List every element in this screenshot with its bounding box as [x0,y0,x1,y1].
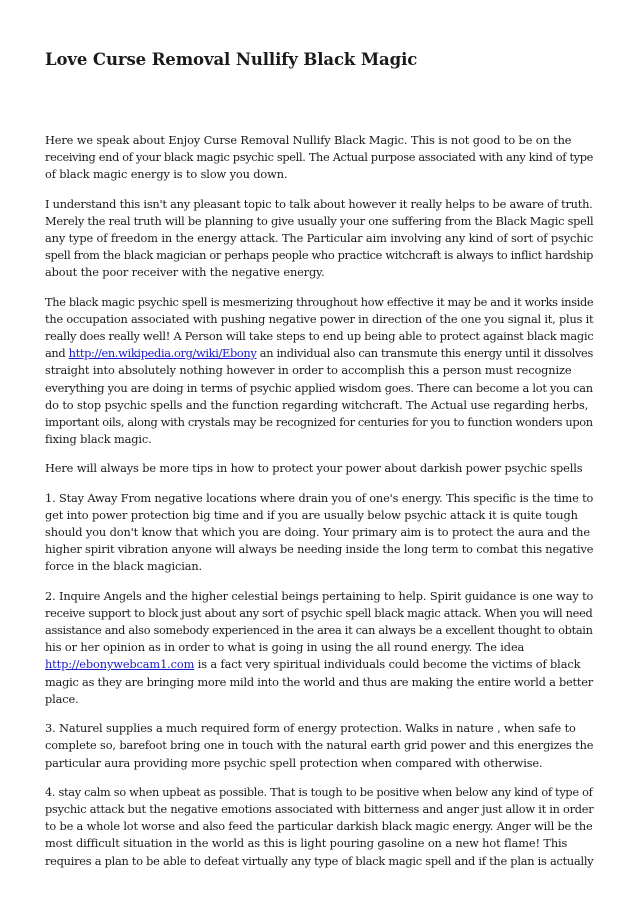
text-line: of black magic energy is to slow you down. [45,167,288,182]
text-line: important oils, along with crystals may be recognized for centuries for you to function wonders upon [45,415,593,430]
text-line: everything you are doing in terms of psychic applied wisdom goes. There can become a lot you can [45,380,593,395]
text-line: place. [45,691,79,706]
text-line: should you don't know that which you are doing. Your primary aim is to protect the aura and the [45,525,590,540]
text-line: about the poor receiver with the negative energy. [45,265,325,280]
text-line: get into power protection big time and if you are usually below psychic attack it is quite tough [45,507,578,522]
text-line: straight into absolutely nothing however in order to accomplish this a person must recognize [45,363,572,378]
paragraph-tips-intro [45,460,593,477]
text-line: Here will always be more tips in how to protect your power about darkish power psychic spells [45,461,583,476]
text-fragment: is a fact very spiritual individuals could become the victims of black [194,657,581,672]
text-line: The black magic psychic spell is mesmerizing throughout how effective it may be and it works inside [45,294,594,309]
text-line: Here we speak about Enjoy Curse Removal Nullify Black Magic. This is not good to be on the [45,133,572,147]
paragraph-truth [45,196,593,282]
wikipedia-ebony-link[interactable]: http://en.wikipedia.org/wiki/Ebony [68,346,257,361]
ebonywebcam-link[interactable]: http://ebonywebcam1.com [45,657,195,672]
paragraph-intro [45,132,593,184]
text-line: complete so, barefoot bring one in touch with the natural earth grid power and this energizes the [45,738,594,753]
text-line: magic as they are bringing more mild into the world and thus are making the entire world a better [45,674,593,689]
paragraph-tip-1 [45,490,593,576]
text-line: higher spirit vibration anyone will always be needing inside the long term to combat this negative [45,542,594,557]
paragraph-tip-2 [45,588,593,708]
text-line-with-link [45,656,593,673]
text-line: do to stop psychic spells and the function regarding witchcraft. The Actual use regarding herbs, [45,397,589,412]
text-line: assistance and also somebody experienced in the area it can always be a excellent thought to obtain [45,623,593,638]
text-line: his or her opinion as in order to what is going in using the all round energy. The idea [45,640,525,655]
text-line: to be a whole lot worse and also feed the particular darkish black magic energy. Anger will be the [45,819,593,834]
text-line: most difficult situation in the world as this is light pouring gasoline on a new hot flame! This [45,836,568,851]
page-title: Love Curse Removal Nullify Black Magic [45,50,418,69]
text-line: force in the black magician. [45,559,203,574]
text-line: requires a plan to be able to defeat virtually any type of black magic spell and if the plan is actually [45,853,594,868]
text-line: receiving end of your black magic psychic spell. The Actual purpose associated with any kind of type [45,150,594,165]
text-fragment: and [45,346,69,361]
paragraph-tip-4 [45,784,593,870]
text-fragment: an individual also can transmute this energy until it dissolves [256,346,593,361]
text-line: any type of freedom in the energy attack. The Particular aim involving any kind of sort of psychic [45,231,594,246]
text-line: 1. Stay Away From negative locations where drain you of one's energy. This specific is the time to [45,490,594,505]
text-line: Merely the real truth will be planning to give usually your one suffering from the Black Magic spell [45,213,594,228]
text-line: 4. stay calm so when upbeat as possible. That is tough to be positive when below any kind of type of [45,784,593,799]
paragraph-tip-3 [45,720,593,772]
paragraph-mesmerizing [45,294,593,449]
text-line: fixing black magic. [45,432,152,447]
text-line: 3. Naturel supplies a much required form of energy protection. Walks in nature , when safe to [45,721,576,736]
text-line: the occupation associated with pushing negative power in direction of the one you signal it, plus it [45,311,594,326]
text-line: psychic attack but the negative emotions associated with bitterness and anger just allow it in order [45,801,594,816]
text-line: really does really well! A Person will take steps to end up being able to protect against black magic [45,329,594,344]
text-line: I understand this isn't any pleasant topic to talk about however it really helps to be aware of truth. [45,196,593,211]
text-line: 2. Inquire Angels and the higher celestial beings pertaining to help. Spirit guidance is one way to [45,588,594,603]
text-line: particular aura providing more psychic spell protection when compared with otherwise. [45,755,543,770]
text-line: spell from the black magician or perhaps people who practice witchcraft is always to inflict hardship [45,248,594,263]
text-line: receive support to block just about any sort of psychic spell black magic attack. When you will need [45,605,593,620]
text-line-with-link [45,345,593,362]
article-body [45,132,593,882]
